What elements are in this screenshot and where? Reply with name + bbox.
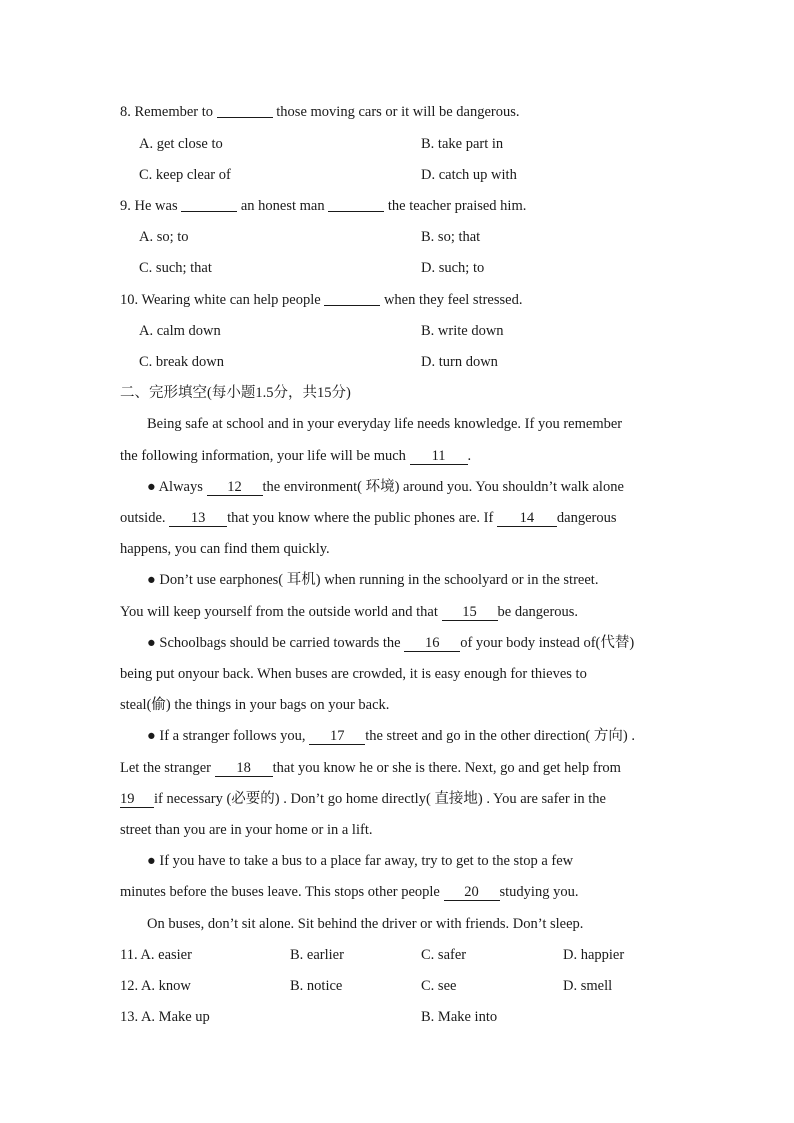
passage-line — [147, 634, 634, 652]
option-a[interactable]: A. calm down — [139, 323, 221, 339]
passage-line: steal(偷) the things in your bags on your back. — [120, 697, 390, 713]
answer-blank[interactable] — [328, 197, 384, 212]
q11-option-b[interactable]: B. earlier — [290, 947, 344, 963]
option-d[interactable]: D. catch up with — [421, 167, 517, 183]
q13-option-b[interactable]: B. Make into — [421, 1009, 498, 1025]
passage-text: outside. — [120, 510, 170, 526]
question-8-stem — [120, 103, 520, 121]
passage-text: the following information, your life will be much — [120, 448, 410, 464]
option-d[interactable]: D. such; to — [421, 260, 485, 276]
passage-line — [120, 790, 606, 808]
passage-text: Let the stranger — [120, 760, 215, 776]
q11-option-d[interactable]: D. happier — [563, 947, 625, 963]
passage-text: ● If a stranger follows you, — [147, 728, 310, 744]
q13-option-a[interactable]: 13. A. Make up — [120, 1009, 210, 1025]
question-9-stem — [120, 197, 526, 215]
q12-option-b[interactable]: B. notice — [290, 978, 343, 994]
passage-line — [120, 883, 578, 901]
option-c[interactable]: C. break down — [139, 354, 224, 370]
cloze-blank-11[interactable]: 11 — [410, 449, 468, 465]
passage-text: dangerous — [556, 510, 617, 526]
passage-line — [147, 727, 635, 745]
passage-text: minutes before the buses leave. This stops other people — [120, 884, 444, 900]
passage-text: studying you. — [499, 884, 579, 900]
stem-text: the teacher praised him. — [384, 198, 527, 214]
option-a[interactable]: A. so; to — [139, 229, 189, 245]
passage-line: Being safe at school and in your everyday life needs knowledge. If you remember — [147, 416, 623, 432]
passage-line: On buses, don’t sit alone. Sit behind the driver or with friends. Don’t sleep. — [147, 916, 584, 932]
q11-option-c[interactable]: C. safer — [421, 947, 467, 963]
passage-text: that you know where the public phones are. If — [227, 510, 497, 526]
passage-text: of your body instead of(代替) — [460, 635, 635, 651]
q12-option-a[interactable]: 12. A. know — [120, 978, 191, 994]
passage-text: the environment( 环境) around you. You shouldn’t walk alone — [262, 479, 624, 495]
cloze-blank-14[interactable]: 14 — [497, 511, 557, 527]
stem-text: those moving cars or it will be dangerous. — [272, 104, 520, 120]
cloze-blank-18[interactable]: 18 — [215, 761, 273, 777]
option-b[interactable]: B. write down — [421, 323, 504, 339]
passage-text: ● Schoolbags should be carried towards the — [147, 635, 405, 651]
answer-blank[interactable] — [324, 291, 380, 306]
passage-text: if necessary (必要的) . Don’t go home directly( 直接地) . You are safer in the — [154, 791, 606, 807]
cloze-blank-12[interactable]: 12 — [207, 480, 263, 496]
passage-line: ● If you have to take a bus to a place far away, try to get to the stop a few — [147, 853, 574, 869]
passage-text: . — [467, 448, 472, 464]
question-10-stem — [120, 291, 522, 309]
stem-text: 10. Wearing white can help people — [120, 292, 325, 308]
cloze-blank-16[interactable]: 16 — [404, 636, 460, 652]
cloze-blank-20[interactable]: 20 — [444, 885, 500, 901]
option-b[interactable]: B. take part in — [421, 136, 504, 152]
passage-text: You will keep yourself from the outside world and that — [120, 604, 442, 620]
passage-line — [120, 447, 471, 465]
passage-line: street than you are in your home or in a lift. — [120, 822, 373, 838]
option-a[interactable]: A. get close to — [139, 136, 223, 152]
cloze-blank-17[interactable]: 17 — [309, 729, 365, 745]
section-heading: 二、完形填空(每小题1.5分，共15分) — [120, 385, 351, 401]
passage-line — [120, 759, 621, 777]
passage-line: ● Don’t use earphones( 耳机) when running in the schoolyard or in the street. — [147, 572, 599, 588]
stem-text: 8. Remember to — [120, 104, 217, 120]
passage-line — [120, 509, 617, 527]
answer-blank[interactable] — [217, 103, 273, 118]
cloze-blank-13[interactable]: 13 — [169, 511, 227, 527]
passage-line — [120, 603, 578, 621]
option-d[interactable]: D. turn down — [421, 354, 498, 370]
passage-line: being put onyour back. When buses are crowded, it is easy enough for thieves to — [120, 666, 587, 682]
passage-text: be dangerous. — [497, 604, 579, 620]
option-b[interactable]: B. so; that — [421, 229, 481, 245]
passage-text: that you know he or she is there. Next, go and get help from — [272, 760, 621, 776]
answer-blank[interactable] — [181, 197, 237, 212]
stem-text: when they feel stressed. — [380, 292, 523, 308]
passage-text: the street and go in the other direction( 方向) . — [365, 728, 635, 744]
passage-line — [147, 478, 624, 496]
option-c[interactable]: C. such; that — [139, 260, 212, 276]
stem-text: an honest man — [237, 198, 329, 214]
option-c[interactable]: C. keep clear of — [139, 167, 231, 183]
stem-text: 9. He was — [120, 198, 182, 214]
q11-option-a[interactable]: 11. A. easier — [120, 947, 192, 963]
q12-option-d[interactable]: D. smell — [563, 978, 613, 994]
cloze-blank-15[interactable]: 15 — [442, 605, 498, 621]
cloze-blank-19[interactable]: 19 — [120, 792, 154, 808]
passage-text: ● Always — [147, 479, 207, 495]
q12-option-c[interactable]: C. see — [421, 978, 457, 994]
passage-line: happens, you can find them quickly. — [120, 541, 330, 557]
